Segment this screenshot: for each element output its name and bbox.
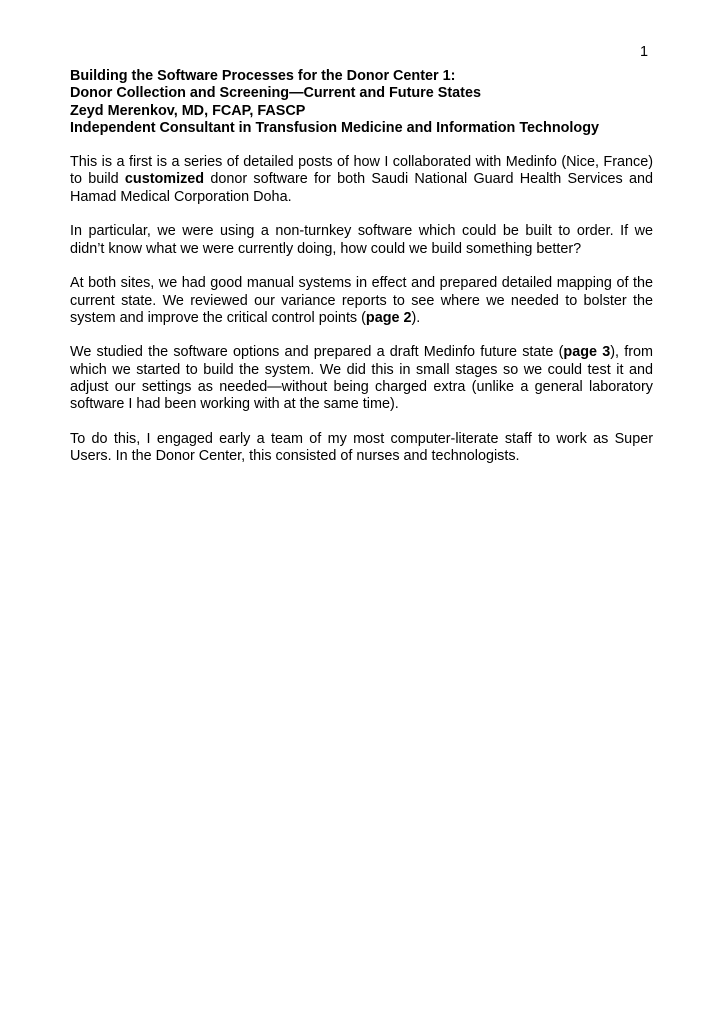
paragraph-4-text-b: ), from which we started to build the system. We did this in small stages so we could test it and adjust our settings as needed—without being charged extra (unlike a general laboratory software I had been working with at the same time). — [70, 344, 654, 413]
paragraph-4-bold: page 3 — [563, 344, 611, 361]
paragraph-4 — [70, 344, 653, 413]
title-line-1: Building the Software Processes for the Donor Center 1: — [70, 68, 456, 84]
paragraph-1-text-b: donor software for both Saudi National Guard Health Services and Hamad Medical Corporation Doha. — [70, 171, 653, 205]
paragraph-3 — [70, 275, 653, 327]
paragraph-3-text-b: ). — [411, 309, 421, 326]
page-number: 1 — [640, 44, 649, 60]
paragraph-2: In particular, we were using a non-turnkey software which could be built to order. If we didn’t know what we were currently doing, how could we build something better? — [70, 223, 653, 257]
author: Zeyd Merenkov, MD, FCAP, FASCP — [70, 102, 306, 119]
paragraph-1-bold: customized — [124, 171, 205, 188]
title-line-2: Donor Collection and Screening—Current and Future States — [70, 85, 481, 102]
paragraph-3-bold: page 2 — [365, 309, 412, 326]
document-body — [70, 68, 653, 483]
paragraph-5: To do this, I engaged early a team of my most computer-literate staff to work as Super Users. In the Donor Center, this consisted of nurses and technologists. — [70, 430, 653, 465]
paragraph-1 — [70, 154, 653, 206]
document-header — [70, 68, 653, 137]
affiliation: Independent Consultant in Transfusion Medicine and Information Technology — [70, 119, 600, 136]
paragraph-1-text-a: This is a first is a series of detailed posts of how I collaborated with Medinfo (Nice, France) to build — [70, 154, 653, 188]
paragraph-3-text-a: At both sites, we had good manual systems in effect and prepared detailed mapping of the current state. We reviewed our variance reports to see where we needed to bolster the system and improve the critical control points ( — [70, 275, 653, 326]
paragraph-4-text-a: We studied the software options and prepared a draft Medinfo future state ( — [70, 344, 564, 361]
